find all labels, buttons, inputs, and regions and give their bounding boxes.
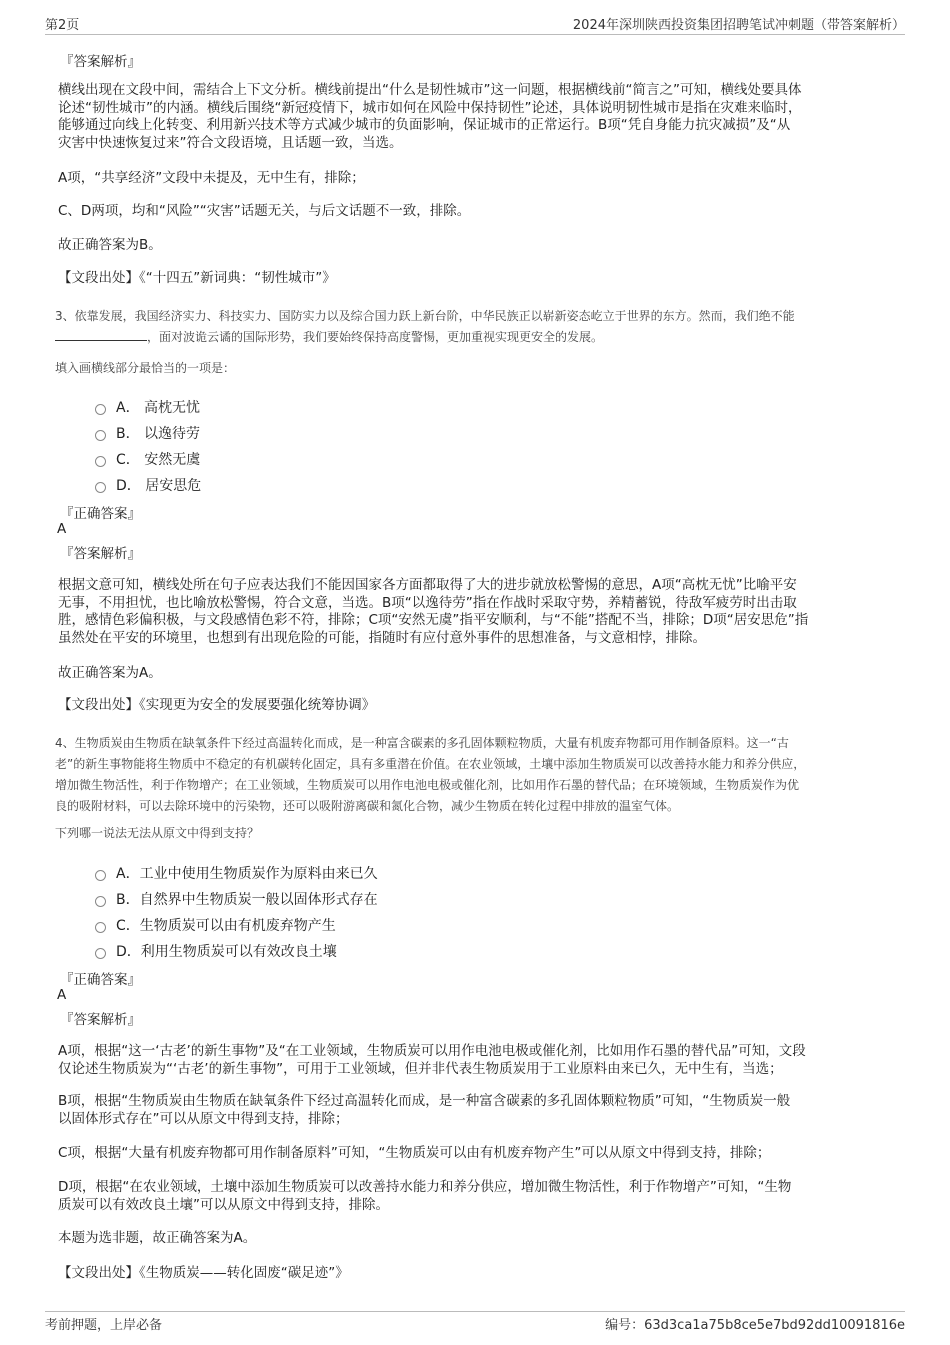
radio-icon[interactable] [95,404,106,415]
q4-explain-d [58,1179,791,1214]
q4-explain-line: 仅论述生物质炭为“‘古老’的新生事物”，可用于工业领域，但并非代表生物质炭用于工业原料由来已久，无中生有，当选； [58,1060,783,1077]
q2-option-cd-note: C、D两项，均和“风险”“灾害”话题无关，与后文话题不一致，排除。 [58,203,471,219]
fill-in-blank [55,329,147,341]
q4-option-c[interactable]: C．生物质炭可以由有机废弃物产生 [95,915,336,935]
q4-answer-heading: 『正确答案』 [60,972,141,988]
q3-source: 【文段出处】《实现更为安全的发展要强化统筹协调》 [58,697,376,713]
q2-explain-heading: 『答案解析』 [60,54,141,70]
q4-option-d[interactable]: D．利用生物质炭可以有效改良土壤 [95,941,337,961]
q4-explain-line: C项，根据“大量有机废弃物都可用作制备原料”可知，“生物质炭可以由有机废弃物产生”可以从原文中得到支持，排除； [58,1145,771,1161]
q4-conclusion: 本题为选非题，故正确答案为A。 [58,1230,257,1246]
radio-icon[interactable] [95,896,106,907]
q4-stem-line: 增加微生物活性，利于作物增产；在工业领域，生物质炭可以用作电池电极或催化剂，比如用作石墨的替代品；在环境领域，生物质炭作为优 [55,778,800,792]
footer-divider [45,1311,905,1312]
q3-explain-line: 胜，感情色彩偏积极，与文段感情色彩不符，排除；C项“安然无虞”指平安顺利，与“不能”搭配不当，排除；D项“居安思危”指 [58,612,809,628]
q4-stem-line: 4、生物质炭由生物质在缺氧条件下经过高温转化而成，是一种富含碳素的多孔固体颗粒物质，大量有机废弃物都可用作制备原料。这一“古 [55,736,789,750]
q3-answer-heading: 『正确答案』 [60,506,141,522]
radio-icon[interactable] [95,456,106,467]
q3-conclusion: 故正确答案为A。 [58,665,162,681]
document-id: 编号：63d3ca1a75b8ce5e7bd92dd10091816e [605,1318,905,1333]
q4-explain-b [58,1093,790,1128]
q3-prompt: 填入画横线部分最恰当的一项是： [55,361,236,375]
q3-option-b[interactable]: B． 以逸待劳 [95,423,200,443]
q4-stem-line: 良的吸附材料，可以去除环境中的污染物，还可以吸附游离碳和氮化合物，减少生物质在转化过程中排放的温室气体。 [55,799,680,813]
q2-explanation [58,82,801,152]
q3-answer: A [57,521,67,537]
q4-explain-line: D项，根据“在农业领域，土壤中添加生物质炭可以改善持水能力和养分供应，增加微生物活性，利于作物增产”可知，“生物 [58,1179,792,1195]
radio-icon[interactable] [95,948,106,959]
q3-option-a[interactable]: A． 高枕无忧 [95,397,200,417]
document-title: 2024年深圳陕西投资集团招聘笔试冲刺题（带答案解析） [572,18,905,33]
q3-stem-line: ，面对波诡云谲的国际形势，我们要始终保持高度警惕，更加重视实现更安全的发展。 [55,327,795,348]
q3-explain-heading: 『答案解析』 [60,546,141,562]
page-number: 第2页 [45,18,80,33]
q3-explain-line: 虽然处在平安的环境里，也想到有出现危险的可能，指随时有应付意外事件的思想准备，与文意相悖，排除。 [58,629,706,646]
radio-icon[interactable] [95,430,106,441]
radio-icon[interactable] [95,922,106,933]
q4-explain-c [58,1145,770,1163]
q4-answer: A [57,987,67,1003]
q4-option-a[interactable]: A．工业中使用生物质炭作为原料由来已久 [95,863,378,883]
header-divider [45,34,905,35]
q4-prompt: 下列哪一说法无法从原文中得到支持？ [55,826,260,840]
q4-explain-line: 质炭可以有效改良土壤”可以从原文中得到支持，排除。 [58,1196,389,1213]
q4-stem-line: 老”的新生事物能将生物质中不稳定的有机碳转化固定，具有多重潜在价值。在农业领域，土壤中添加生物质炭可以改善持水能力和养分供应， [55,757,806,771]
q3-stem [55,306,795,348]
q3-explain-line: 根据文意可知，横线处所在句子应表达我们不能因国家各方面都取得了大的进步就放松警惕的意思，A项“高枕无忧”比喻平安 [58,577,797,593]
q2-explain-line: 横线出现在文段中间，需结合上下文分析。横线前提出“什么是韧性城市”这一问题，根据横线前“简言之”可知，横线处要具体 [58,82,802,98]
q3-explanation [58,577,808,647]
footer-slogan: 考前押题，上岸必备 [45,1318,163,1333]
q4-explain-line: B项，根据“生物质炭由生物质在缺氧条件下经过高温转化而成，是一种富含碳素的多孔固体颗粒物质”可知，“生物质炭一般 [58,1093,791,1109]
radio-icon[interactable] [95,482,106,493]
q3-option-c[interactable]: C． 安然无虞 [95,449,200,469]
q4-source: 【文段出处】《生物质炭——转化固废“碳足迹”》 [58,1265,349,1281]
q4-option-b[interactable]: B．自然界中生物质炭一般以固体形式存在 [95,889,378,909]
q4-explain-line: A项，根据“这一‘古老’的新生事物”及“在工业领域，生物质炭可以用作电池电极或催化剂，比如用作石墨的替代品”可知，文段 [58,1043,806,1059]
q3-option-d[interactable]: D． 居安思危 [95,475,201,495]
q3-explain-line: 无事，不用担忧，也比喻放松警惕，符合文意，当选。B项“以逸待劳”指在作战时采取守势，养精蓄锐，待敌军疲劳时出击取 [58,594,797,611]
q2-explain-line: 灾害中快速恢复过来”符合文段语境，且话题一致，当选。 [58,134,403,151]
q2-conclusion: 故正确答案为B。 [58,237,162,253]
q4-explain-a [58,1043,806,1078]
q4-explain-line: 以固体形式存在”可以从原文中得到支持，排除； [58,1110,349,1127]
q2-explain-line: 能够通过向线上化转变、利用新兴技术等方式减少城市的负面影响，保证城市的正常运行。B项“凭自身能力抗灾减损”及“从 [58,117,791,133]
q4-stem [55,733,805,817]
q3-stem-line: 3、依靠发展，我国经济实力、科技实力、国防实力以及综合国力跃上新台阶，中华民族正以崭新姿态屹立于世界的东方。然而，我们绝不能 [55,309,795,323]
q4-explain-heading: 『答案解析』 [60,1012,141,1028]
q2-option-a-note: A项，“共享经济”文段中未提及，无中生有，排除； [58,170,365,186]
radio-icon[interactable] [95,870,106,881]
q2-source: 【文段出处】《“十四五”新词典：“韧性城市”》 [58,270,336,286]
q2-explain-line: 论述“韧性城市”的内涵。横线后围绕“新冠疫情下，城市如何在风险中保持韧性”论述，具体说明韧性城市是指在灾难来临时， [58,99,802,116]
